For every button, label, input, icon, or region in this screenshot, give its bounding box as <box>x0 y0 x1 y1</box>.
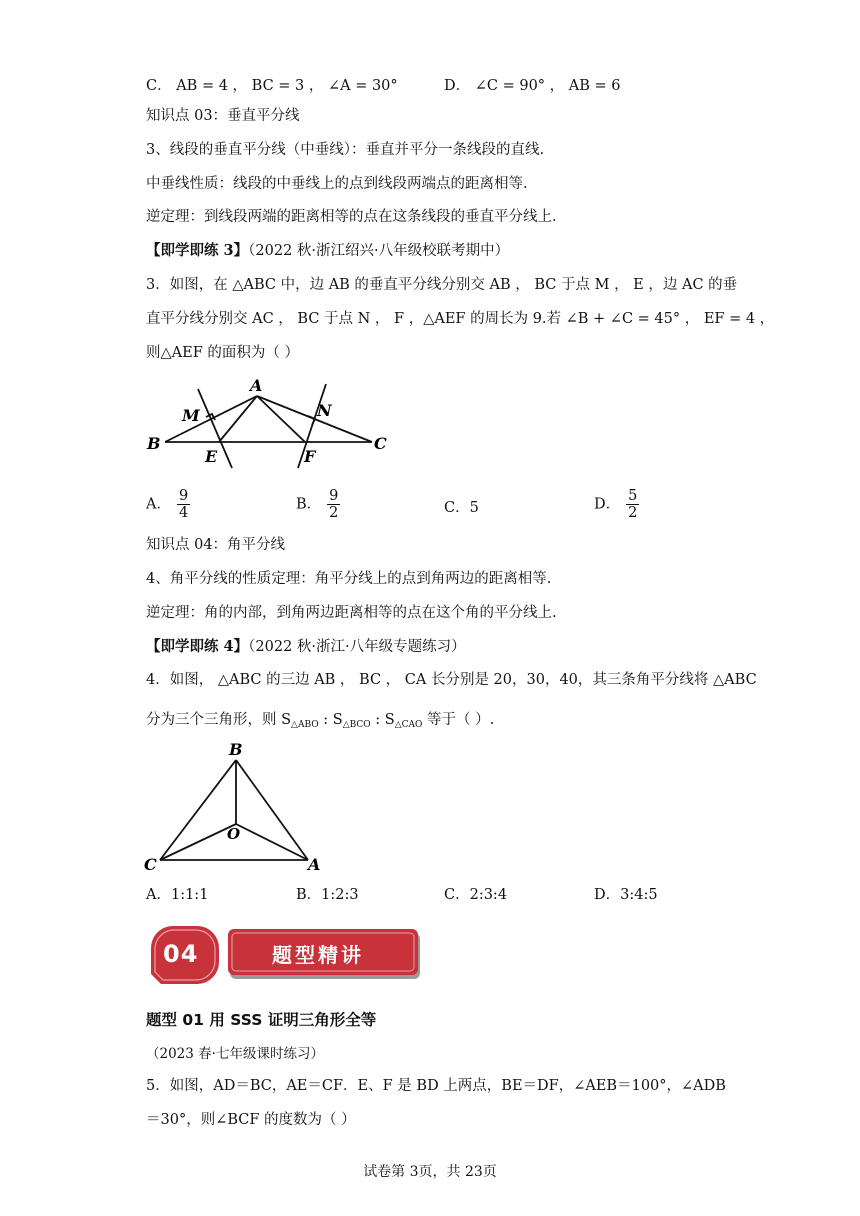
q3-label-a: A <box>250 376 263 395</box>
q4-label-a: A <box>308 855 321 874</box>
q3-label-c: C <box>374 434 387 453</box>
practice3-tag: 【即学即练 3】 <box>146 242 249 259</box>
practice3-header <box>146 241 509 261</box>
kp04-line2: 逆定理：角的内部，到角两边距离相等的点在这个角的平分线上. <box>146 605 557 621</box>
kp03-line2: 中垂线性质：线段的中垂线上的点到线段两端点的距离相等. <box>146 176 528 192</box>
q3-option-b-num: 9 <box>329 488 339 504</box>
q3-line3: 则△AEF 的面积为（ ） <box>146 345 299 361</box>
type01-title: 题型 01 用 SSS 证明三角形全等 <box>146 1011 377 1029</box>
q4-side-bc <box>160 760 236 860</box>
q3-label-n: N <box>317 401 332 420</box>
q4-sub-bco: △BCO <box>342 720 371 730</box>
q3-label-b: B <box>147 434 161 453</box>
q4-sub-cao: △CAO <box>394 720 423 730</box>
q3-option-c: C．5 <box>444 500 479 516</box>
kp03-line1: 3、线段的垂直平分线（中垂线）：垂直并平分一条线段的直线. <box>146 142 545 158</box>
q4-option-d: D．3:4:5 <box>594 887 658 903</box>
q4-label-b: B <box>229 740 243 759</box>
q3-line2: 直平分线分别交 AC ， BC 于点 N ， F ，△AEF 的周长为 9.若 ∠B + ∠C = 45° ， EF = 4 ， <box>146 311 775 327</box>
q4-sub-abo: △ABO <box>291 720 319 730</box>
q3-option-b: B． $\frac{9}{2}$ <box>296 488 339 521</box>
kp03-heading: 知识点 03：垂直平分线 <box>146 108 300 124</box>
q4-figure <box>140 738 340 876</box>
q4-option-b: B．1:2:3 <box>296 887 359 903</box>
q4-label-o: O <box>227 825 241 843</box>
kp03-line3: 逆定理：到线段两端的距离相等的点在这条线段的垂直平分线上. <box>146 209 557 225</box>
q3-label-f: F <box>304 447 316 466</box>
q3-label-m: M <box>182 406 200 425</box>
q3-option-a: A． $\frac{9}{4}$ <box>146 488 189 521</box>
q3-seg-af <box>257 396 305 442</box>
q5-line2: ＝30°，则∠BCF 的度数为（ ） <box>146 1112 356 1128</box>
q4-label-c: C <box>144 855 157 874</box>
q3-line1: 3．如图，在 △ABC 中，边 AB 的垂直平分线分别交 AB ， BC 于点 M ， E ，边 AC 的垂 <box>146 277 738 293</box>
q3-seg-ae <box>219 396 257 442</box>
q4-seg-co <box>160 824 236 860</box>
q3-option-b-den: 2 <box>329 505 339 521</box>
kp04-line1: 4、角平分线的性质定理：角平分线上的点到角两边的距离相等. <box>146 571 552 587</box>
q4-line1: 4．如图， △ABC 的三边 AB ， BC ， CA 长分别是 20，30，40，其三条角平分线将 △ABC <box>146 672 757 688</box>
q3-option-d-num: 5 <box>628 488 638 504</box>
practice4-source: （2022 秋·浙江·八年级专题练习） <box>248 639 466 655</box>
practice3-source: （2022 秋·浙江绍兴·八年级校联考期中） <box>248 243 510 259</box>
q4-seg-ao <box>236 824 308 860</box>
q3-label-e: E <box>205 447 218 466</box>
q3-option-a-den: 4 <box>178 505 189 521</box>
practice4-header <box>146 637 466 657</box>
q4-side-ba <box>236 760 308 860</box>
banner-title: 题型精讲 <box>272 943 364 967</box>
q4-option-a: A．1:1:1 <box>146 887 209 903</box>
option-c-q2: C． AB = 4 ， BC = 3 ， ∠A = 30° <box>146 78 398 94</box>
kp04-heading: 知识点 04：角平分线 <box>146 537 286 553</box>
q3-option-d: D． $\frac{5}{2}$ <box>594 488 638 521</box>
option-d-q2: D． ∠C = 90° ， AB = 6 <box>444 78 621 94</box>
q4-line2: 分为三个三角形，则 $S_{\triangle ABO}$ : $S_{\triangle BCO}$ : $S_{\triangle CAO}$ 等于（ ）. <box>146 712 495 730</box>
practice4-tag: 【即学即练 4】 <box>146 638 249 655</box>
page-footer: 试卷第 3页，共 23页 <box>363 1164 497 1180</box>
q4-option-c: C．2:3:4 <box>444 887 508 903</box>
type01-source: （2023 春·七年级课时练习） <box>146 1046 324 1062</box>
banner-number: 04 <box>163 940 199 968</box>
q5-line1: 5．如图，AD＝BC，AE＝CF．E、F 是 BD 上两点，BE＝DF，∠AEB＝100°，∠ADB <box>146 1078 726 1094</box>
q3-figure <box>140 372 400 482</box>
q3-option-a-num: 9 <box>178 488 189 504</box>
q3-option-d-den: 2 <box>628 505 638 521</box>
